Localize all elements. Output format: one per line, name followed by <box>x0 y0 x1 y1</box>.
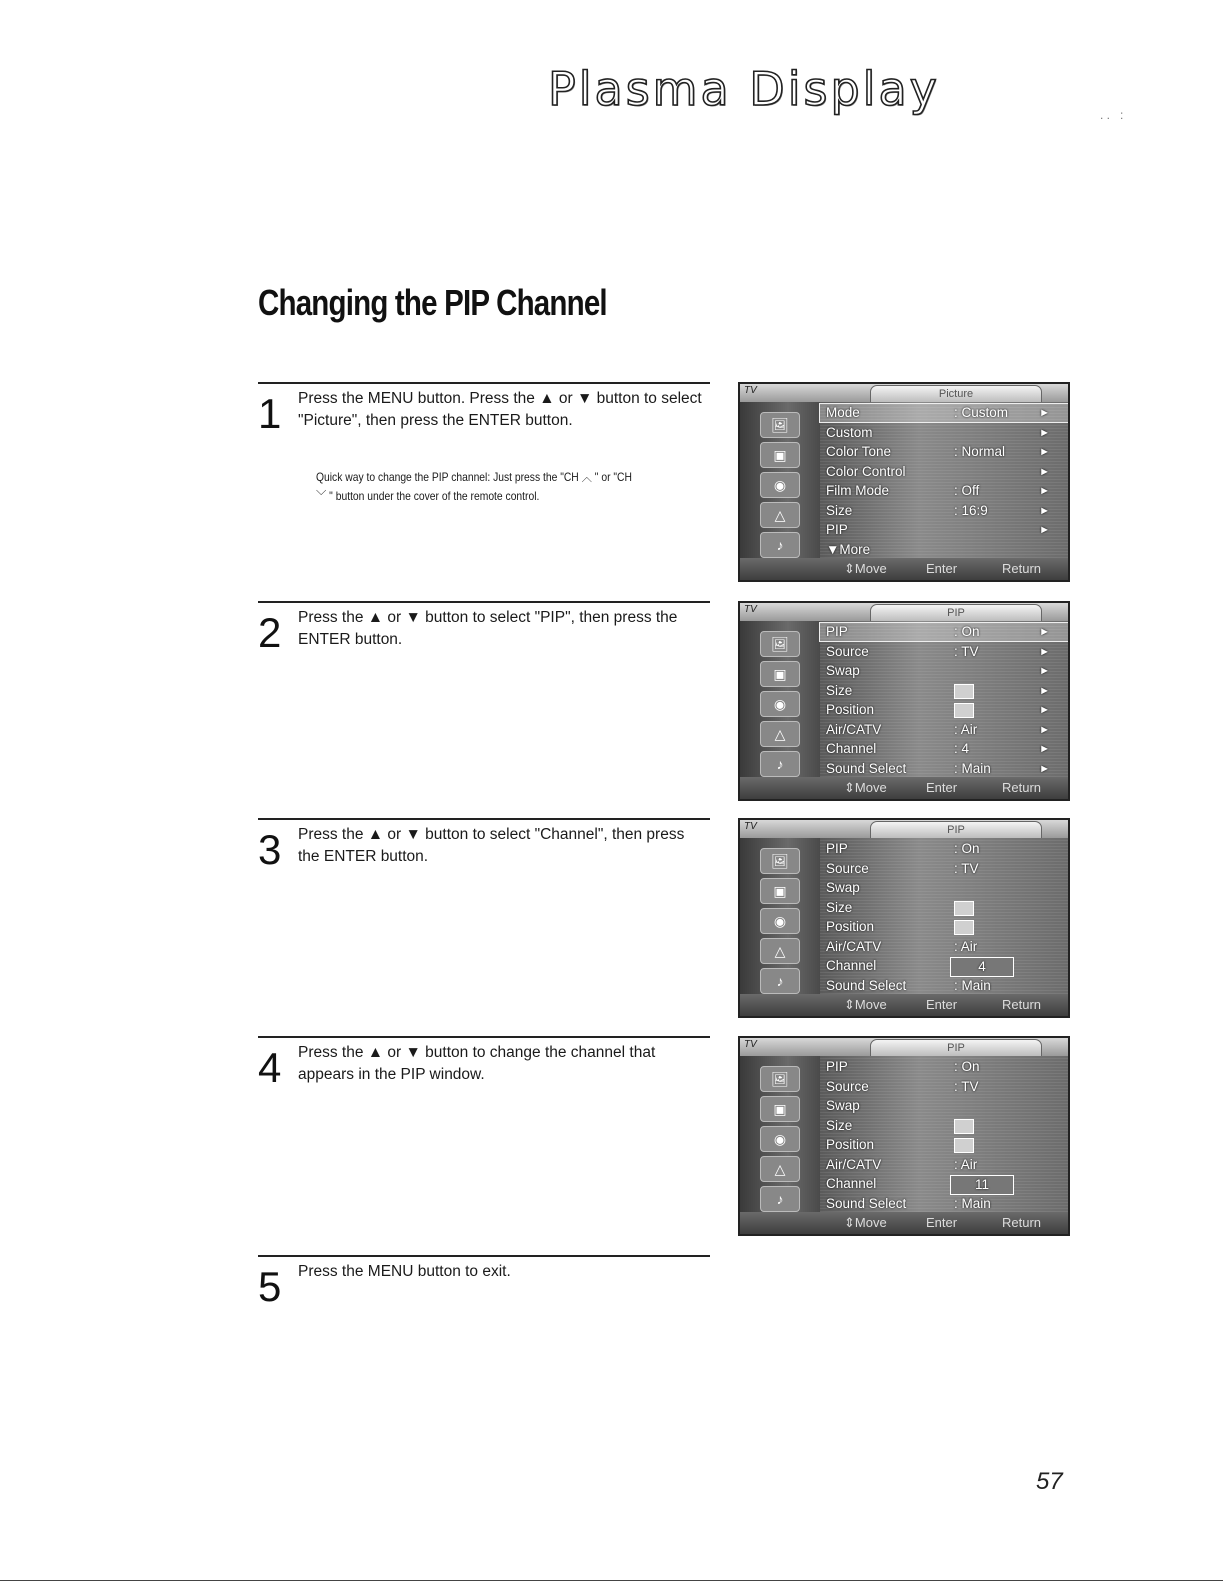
osd-row-label: Channel <box>826 1176 877 1191</box>
osd-footer-move: ⇕Move <box>844 1215 887 1230</box>
osd-right-arrow-icon: ► <box>1039 407 1050 419</box>
osd-menu-row <box>820 1175 1068 1193</box>
osd-menu-row <box>820 1195 1068 1213</box>
osd-row-label: Color Tone <box>826 444 892 459</box>
osd-menu-row <box>820 918 1068 936</box>
osd-menu-list <box>820 621 1068 777</box>
step-number: 5 <box>258 1263 282 1310</box>
osd-row-label: Film Mode <box>826 483 890 498</box>
osd-menu-row <box>820 860 1068 878</box>
osd-menu-tab: PIP <box>870 1039 1042 1057</box>
menu-category-icon: 🖼 <box>760 412 800 438</box>
osd-size-box-icon <box>954 1138 974 1153</box>
osd-menu-row <box>820 643 1068 661</box>
osd-row-value: : On <box>954 841 980 856</box>
osd-menu-row <box>820 1136 1068 1154</box>
osd-screen-pip-channel-change <box>738 1036 1070 1236</box>
osd-row-value: : TV <box>954 643 979 659</box>
header-title: Plasma Display <box>548 62 940 116</box>
osd-row-label: Color Control <box>826 463 906 479</box>
osd-right-arrow-icon: ► <box>1039 762 1050 775</box>
osd-menu-list <box>820 402 1068 558</box>
osd-top-bar <box>740 820 1068 838</box>
osd-brand-label: TV <box>744 385 757 396</box>
osd-row-label: Source <box>826 860 869 876</box>
osd-row-label: Size <box>826 682 853 698</box>
osd-row-label: Sound Select <box>826 760 907 776</box>
osd-footer-enter: Enter <box>926 780 958 795</box>
osd-right-arrow-icon: ► <box>1039 485 1050 497</box>
step-text: Press the MENU button to exit. <box>298 1263 511 1280</box>
osd-menu-list <box>820 1056 1068 1212</box>
osd-footer <box>740 994 1068 1016</box>
osd-footer-move: ⇕Move <box>844 561 887 576</box>
step-number: 2 <box>258 609 282 656</box>
osd-footer-return: Return <box>1002 780 1042 795</box>
osd-brand-label: TV <box>744 604 757 615</box>
osd-menu-row <box>820 463 1068 481</box>
osd-top-bar <box>740 1038 1068 1056</box>
osd-row-label: Source <box>826 1078 869 1094</box>
osd-right-arrow-icon: ► <box>1039 743 1050 755</box>
osd-icon-column <box>740 621 820 777</box>
osd-channel-spinner: 11 <box>950 1175 1014 1195</box>
osd-footer-enter: Enter <box>926 997 958 1012</box>
osd-size-box-icon <box>954 684 974 699</box>
osd-menu-row <box>820 502 1068 520</box>
menu-category-icon: △ <box>760 1156 800 1182</box>
osd-footer-enter: Enter <box>926 561 958 576</box>
menu-category-icon: ▣ <box>760 442 800 468</box>
osd-menu-row <box>820 682 1068 700</box>
osd-menu-tab: PIP <box>870 821 1042 839</box>
osd-row-value: : Air <box>954 721 978 737</box>
menu-category-icon: 🖼 <box>760 1066 800 1092</box>
osd-row-label: Size <box>826 1117 853 1133</box>
osd-row-label: Air/CATV <box>826 1156 882 1172</box>
osd-row-value: : Main <box>954 760 991 776</box>
menu-category-icon: ♪ <box>760 532 800 558</box>
osd-row-label: Size <box>826 502 853 518</box>
osd-right-arrow-icon: ► <box>1039 723 1050 736</box>
osd-right-arrow-icon: ► <box>1039 504 1050 517</box>
osd-row-label: PIP <box>826 624 848 639</box>
osd-row-label: Position <box>826 919 875 934</box>
menu-category-icon: ▣ <box>760 1096 800 1122</box>
menu-category-icon: ♪ <box>760 968 800 994</box>
menu-category-icon: ♪ <box>760 751 800 777</box>
menu-category-icon: ◉ <box>760 908 800 934</box>
osd-menu-row <box>820 760 1068 778</box>
osd-row-value: : Air <box>954 1156 978 1172</box>
osd-row-label: Channel <box>826 958 877 973</box>
osd-menu-row <box>820 957 1068 975</box>
menu-category-icon: ◉ <box>760 1126 800 1152</box>
page-title: Changing the PIP Channel <box>258 282 607 323</box>
step-text: Press the MENU button. Press the ▲ or ▼ button to select "Picture", then press the ENTER button. <box>298 390 702 429</box>
osd-row-label: PIP <box>826 841 848 856</box>
osd-top-bar <box>740 384 1068 402</box>
step-3 <box>258 818 710 1020</box>
step-text: Press the ▲ or ▼ button to change the channel that appears in the PIP window. <box>298 1044 656 1083</box>
osd-menu-row <box>820 879 1068 897</box>
osd-footer-return: Return <box>1002 1215 1042 1230</box>
osd-row-value: : Air <box>954 938 978 954</box>
osd-row-label: Air/CATV <box>826 938 882 954</box>
menu-category-icon: ♪ <box>760 1186 800 1212</box>
osd-row-value: : Main <box>954 977 991 993</box>
osd-footer-enter: Enter <box>926 1215 958 1230</box>
osd-row-value: : 16:9 <box>954 502 988 518</box>
osd-brand-label: TV <box>744 821 757 832</box>
osd-menu-row <box>820 521 1068 539</box>
osd-menu-row <box>820 662 1068 680</box>
menu-category-icon: ▣ <box>760 878 800 904</box>
menu-category-icon: 🖼 <box>760 848 800 874</box>
osd-menu-row <box>820 840 1068 858</box>
osd-menu-row <box>820 1058 1068 1076</box>
osd-menu-row <box>820 404 1068 422</box>
osd-row-label: Air/CATV <box>826 721 882 737</box>
corner-marks: . . : <box>1100 108 1124 122</box>
osd-brand-label: TV <box>744 1039 757 1050</box>
osd-menu-tab: Picture <box>870 385 1042 403</box>
osd-row-label: Size <box>826 899 853 915</box>
step-text: Press the ▲ or ▼ button to select "PIP", then press the ENTER button. <box>298 609 678 648</box>
osd-size-box-icon <box>954 703 974 718</box>
osd-right-arrow-icon: ► <box>1039 684 1050 697</box>
osd-menu-tab: PIP <box>870 604 1042 622</box>
osd-size-box-icon <box>954 901 974 916</box>
osd-row-value: : Custom <box>954 405 1009 420</box>
osd-footer-move: ⇕Move <box>844 997 887 1012</box>
osd-menu-row <box>820 740 1068 758</box>
osd-footer <box>740 558 1068 580</box>
osd-row-value: : Main <box>954 1195 991 1211</box>
osd-screen-picture <box>738 382 1070 582</box>
osd-row-value: : On <box>954 1059 980 1074</box>
osd-menu-row <box>820 1156 1068 1174</box>
osd-right-arrow-icon: ► <box>1039 426 1050 439</box>
osd-row-label: Channel <box>826 741 877 756</box>
osd-footer-move: ⇕Move <box>844 780 887 795</box>
osd-right-arrow-icon: ► <box>1039 446 1050 458</box>
page-number: 57 <box>1036 1468 1063 1495</box>
osd-row-label: Swap <box>826 663 860 678</box>
osd-row-value: : Normal <box>954 444 1006 459</box>
osd-screen-pip-channel <box>738 818 1070 1018</box>
osd-row-label: ▼More <box>826 541 871 557</box>
menu-category-icon: △ <box>760 502 800 528</box>
osd-row-label: PIP <box>826 522 848 537</box>
osd-right-arrow-icon: ► <box>1039 645 1050 658</box>
osd-menu-row <box>820 1117 1068 1135</box>
osd-menu-row <box>820 977 1068 995</box>
osd-row-value: : TV <box>954 860 979 876</box>
osd-footer <box>740 1212 1068 1234</box>
osd-menu-row <box>820 482 1068 500</box>
osd-row-value: : On <box>954 624 980 639</box>
menu-category-icon: ◉ <box>760 691 800 717</box>
step-number: 1 <box>258 390 282 437</box>
step-5 <box>258 1255 710 1337</box>
osd-row-label: Position <box>826 702 875 717</box>
step-note: Quick way to change the PIP channel: Just press the "CH ︿ " or "CH ﹀ " button under the cover of the remote control. <box>316 470 632 503</box>
step-2 <box>258 601 710 803</box>
osd-top-bar <box>740 603 1068 621</box>
osd-right-arrow-icon: ► <box>1039 465 1050 478</box>
osd-menu-row <box>820 424 1068 442</box>
osd-menu-row <box>820 701 1068 719</box>
menu-category-icon: △ <box>760 721 800 747</box>
menu-category-icon: ▣ <box>760 661 800 687</box>
osd-right-arrow-icon: ► <box>1039 665 1050 677</box>
menu-category-icon: ◉ <box>760 472 800 498</box>
osd-menu-row <box>820 1078 1068 1096</box>
osd-size-box-icon <box>954 1119 974 1134</box>
osd-row-label: PIP <box>826 1059 848 1074</box>
step-number: 4 <box>258 1044 282 1091</box>
menu-category-icon: △ <box>760 938 800 964</box>
osd-footer-return: Return <box>1002 997 1042 1012</box>
osd-menu-list <box>820 838 1068 994</box>
osd-row-value: : TV <box>954 1078 979 1094</box>
osd-menu-row <box>820 623 1068 641</box>
osd-icon-column <box>740 1056 820 1212</box>
osd-row-label: Swap <box>826 880 860 895</box>
osd-menu-row <box>820 899 1068 917</box>
step-1 <box>258 382 710 584</box>
osd-right-arrow-icon: ► <box>1039 524 1050 536</box>
osd-row-label: Mode <box>826 405 860 420</box>
osd-size-box-icon <box>954 920 974 935</box>
osd-footer <box>740 777 1068 799</box>
osd-menu-row <box>820 938 1068 956</box>
osd-menu-row <box>820 721 1068 739</box>
osd-screen-pip <box>738 601 1070 801</box>
osd-menu-row <box>820 541 1068 559</box>
osd-row-value: : 4 <box>954 741 970 756</box>
osd-footer-return: Return <box>1002 561 1042 576</box>
osd-right-arrow-icon: ► <box>1039 626 1050 638</box>
osd-icon-column <box>740 402 820 558</box>
osd-channel-spinner: 4 <box>950 957 1014 977</box>
step-number: 3 <box>258 826 282 873</box>
osd-row-label: Sound Select <box>826 1195 907 1211</box>
bottom-rule <box>0 1580 1223 1581</box>
osd-row-label: Swap <box>826 1098 860 1113</box>
osd-row-label: Source <box>826 643 869 659</box>
osd-row-label: Sound Select <box>826 977 907 993</box>
menu-category-icon: 🖼 <box>760 631 800 657</box>
osd-row-value: : Off <box>954 483 980 498</box>
osd-icon-column <box>740 838 820 994</box>
osd-row-label: Custom <box>826 424 873 440</box>
osd-row-label: Position <box>826 1137 875 1152</box>
osd-right-arrow-icon: ► <box>1039 704 1050 716</box>
osd-menu-row <box>820 1097 1068 1115</box>
step-text: Press the ▲ or ▼ button to select "Channel", then press the ENTER button. <box>298 826 685 865</box>
step-4 <box>258 1036 710 1238</box>
osd-menu-row <box>820 443 1068 461</box>
